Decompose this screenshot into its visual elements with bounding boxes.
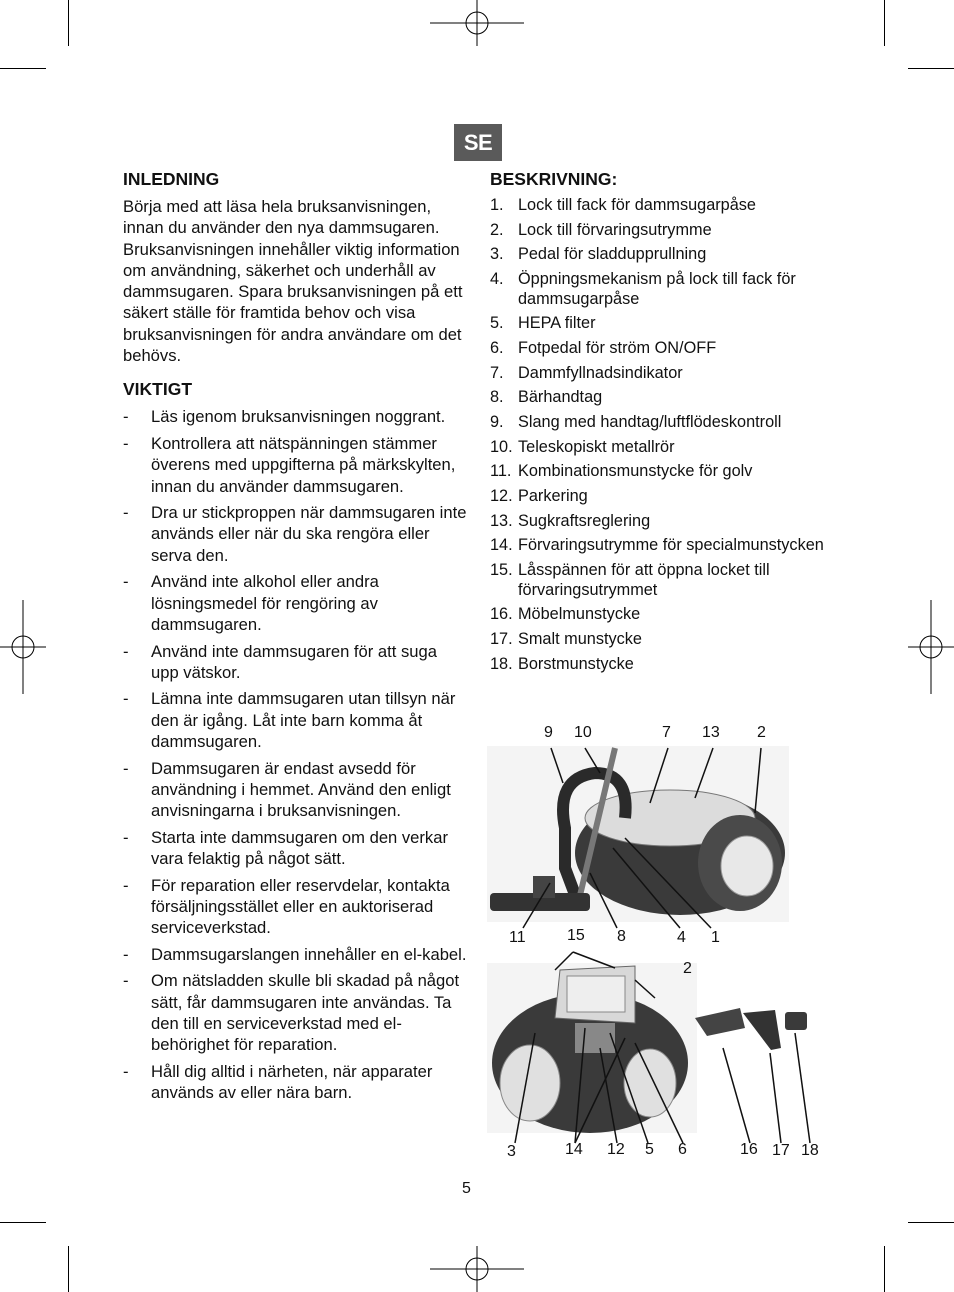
registration-mark-top	[430, 0, 524, 48]
callout-9: 9	[544, 724, 553, 741]
bullet-dash: -	[123, 1061, 129, 1081]
crop-mark	[0, 68, 46, 69]
part-number: 14.	[490, 536, 513, 555]
part-item	[490, 221, 830, 241]
part-item	[490, 339, 830, 359]
important-item-text: Kontrollera att nätspänningen stämmer överens med uppgifterna på märkskylten, innan du använder dammsugaren.	[151, 433, 456, 496]
important-item-text: Lämna inte dammsugaren utan tillsyn när den är igång. Låt inte barn komma åt dammsugaren.	[151, 689, 456, 752]
callout-7: 7	[662, 724, 671, 741]
bullet-dash: -	[123, 875, 129, 895]
part-item	[490, 245, 830, 265]
important-item-text: För reparation eller reservdelar, kontakta försäljningsstället eller en auktoriserad serviceverkstad.	[151, 875, 450, 938]
part-item	[490, 413, 830, 433]
important-item-text: Läs igenom bruksanvisningen noggrant.	[151, 407, 446, 427]
callout-11: 11	[509, 929, 526, 946]
crop-mark	[68, 0, 69, 46]
parts-list	[490, 196, 830, 674]
crop-mark	[908, 1222, 954, 1223]
important-item	[123, 433, 468, 497]
part-number: 7.	[490, 363, 504, 382]
part-number: 4.	[490, 270, 504, 289]
part-text: Möbelmunstycke	[518, 605, 641, 624]
bullet-dash: -	[123, 689, 129, 709]
part-text: Smalt munstycke	[518, 630, 642, 648]
important-item-text: Håll dig alltid i närheten, när apparater används av eller nära barn.	[151, 1061, 433, 1103]
bullet-dash: -	[123, 827, 129, 847]
crop-mark	[68, 1246, 69, 1292]
part-text: Lock till förvaringsutrymme	[518, 220, 712, 239]
part-number: 18.	[490, 654, 513, 673]
registration-mark-left	[0, 600, 48, 694]
crop-mark	[884, 0, 885, 46]
part-number: 8.	[490, 388, 504, 407]
part-item	[490, 438, 830, 458]
part-number: 6.	[490, 338, 504, 357]
important-item	[123, 758, 468, 822]
bullet-dash: -	[123, 433, 129, 453]
language-badge: SE	[454, 124, 502, 161]
callout-18: 18	[801, 1142, 819, 1159]
part-number: 5.	[490, 314, 504, 333]
callout-8: 8	[617, 928, 626, 945]
part-text: Dammfyllnadsindikator	[518, 363, 683, 382]
callout-15: 15	[567, 927, 585, 944]
part-item	[490, 314, 830, 334]
part-item	[490, 630, 830, 650]
part-number: 15.	[490, 561, 513, 580]
part-item	[490, 487, 830, 507]
bullet-dash: -	[123, 971, 129, 991]
important-item	[123, 571, 468, 635]
part-item	[490, 605, 830, 625]
important-item	[123, 827, 468, 870]
part-text: Parkering	[518, 487, 588, 506]
intro-heading: INLEDNING	[123, 169, 220, 189]
crop-mark	[908, 68, 954, 69]
left-column	[123, 168, 468, 1109]
part-number: 12.	[490, 487, 513, 506]
important-item	[123, 406, 468, 427]
callout-4: 4	[677, 929, 686, 946]
part-item	[490, 196, 830, 216]
part-item	[490, 561, 830, 600]
part-item	[490, 364, 830, 384]
part-text: Borstmunstycke	[518, 654, 634, 673]
part-item	[490, 388, 830, 408]
right-column	[490, 168, 830, 679]
description-heading: BESKRIVNING:	[490, 169, 618, 189]
callout-14: 14	[565, 1141, 583, 1158]
callout-12: 12	[607, 1141, 625, 1158]
callout-1: 1	[711, 929, 720, 946]
important-item	[123, 944, 468, 965]
callout-3: 3	[507, 1143, 516, 1160]
part-text: Teleskopiskt metallrör	[518, 437, 675, 456]
part-text: Sugkraftsreglering	[518, 511, 651, 530]
important-item	[123, 970, 468, 1055]
bullet-dash: -	[123, 944, 129, 964]
part-number: 10.	[490, 437, 513, 456]
part-text: Låsspännen för att öppna locket till förvaringsutrymmet	[518, 561, 770, 599]
crop-mark	[0, 1222, 46, 1223]
part-number: 9.	[490, 413, 504, 431]
bullet-dash: -	[123, 758, 129, 778]
part-number: 13.	[490, 511, 513, 530]
vacuum-cleaner-drawing	[485, 718, 835, 1168]
part-number: 17.	[490, 630, 513, 648]
important-heading: VIKTIGT	[123, 379, 193, 400]
bullet-dash: -	[123, 503, 129, 523]
important-item	[123, 688, 468, 752]
part-text: Lock till fack för dammsugarpåse	[518, 196, 756, 214]
part-item	[490, 512, 830, 532]
part-text: Kombinationsmunstycke för golv	[518, 462, 753, 481]
important-item-text: Dammsugaren är endast avsedd för användning i hemmet. Använd den enligt anvisningarna i bruksanvisningen.	[151, 758, 451, 821]
registration-mark-bottom	[430, 1244, 524, 1292]
part-text: Öppningsmekanism på lock till fack för dammsugarpåse	[518, 270, 796, 308]
crop-mark	[884, 1246, 885, 1292]
callout-13: 13	[702, 724, 720, 741]
part-number: 2.	[490, 220, 504, 239]
callout-2-top: 2	[757, 724, 766, 741]
important-item	[123, 641, 468, 684]
callout-16: 16	[740, 1141, 758, 1158]
callout-6: 6	[678, 1141, 687, 1158]
part-text: HEPA filter	[518, 314, 596, 333]
important-item-text: Använd inte alkohol eller andra lösningsmedel för rengöring av dammsugaren.	[151, 572, 379, 634]
important-item-text: Dra ur stickproppen när dammsugaren inte används eller när du ska rengöra eller serva den.	[151, 503, 467, 565]
callout-10: 10	[574, 724, 592, 741]
part-text: Fotpedal för ström ON/OFF	[518, 338, 717, 357]
callout-5: 5	[645, 1141, 654, 1158]
part-item	[490, 536, 830, 556]
part-text: Slang med handtag/luftflödeskontroll	[518, 413, 782, 431]
part-item	[490, 462, 830, 482]
part-item	[490, 270, 830, 309]
part-item	[490, 655, 830, 675]
vacuum-cleaner-illustration	[485, 718, 835, 1168]
part-text: Pedal för sladdupprullning	[518, 245, 707, 264]
part-text: Förvaringsutrymme för specialmunstycken	[518, 536, 824, 555]
important-item	[123, 875, 468, 939]
registration-mark-right	[906, 600, 954, 694]
important-item-text: Använd inte dammsugaren för att suga upp vätskor.	[151, 641, 437, 682]
important-item	[123, 1061, 468, 1104]
important-item-text: Om nätsladden skulle bli skadad på något sätt, får dammsugaren inte användas. Ta den till en serviceverkstad med el-behörighet för reparation.	[151, 971, 460, 1055]
part-number: 11.	[490, 462, 512, 481]
page-number: 5	[462, 1180, 471, 1197]
callout-2-bottom: 2	[683, 960, 692, 977]
part-number: 1.	[490, 196, 504, 214]
intro-paragraph: Börja med att läsa hela bruksanvisningen, innan du använder den nya dammsugaren. Bruksanvisningen innehåller viktig information om användning, säkerhet och underhåll av dammsugaren. Spara bruksanvisningen på ett säkert ställe för framtida behov och visa bruksanvisningen för andra användare om det behövs.	[123, 197, 463, 366]
important-list	[123, 406, 468, 1103]
part-text: Bärhandtag	[518, 388, 603, 407]
part-number: 3.	[490, 245, 504, 264]
important-item-text: Starta inte dammsugaren om den verkar vara felaktig på något sätt.	[151, 827, 448, 869]
bullet-dash: -	[123, 572, 129, 592]
bullet-dash: -	[123, 641, 129, 661]
bullet-dash: -	[123, 407, 129, 427]
important-item-text: Dammsugarslangen innehåller en el-kabel.	[151, 944, 467, 964]
part-number: 16.	[490, 605, 513, 624]
important-item	[123, 502, 468, 566]
callout-17: 17	[772, 1142, 790, 1159]
